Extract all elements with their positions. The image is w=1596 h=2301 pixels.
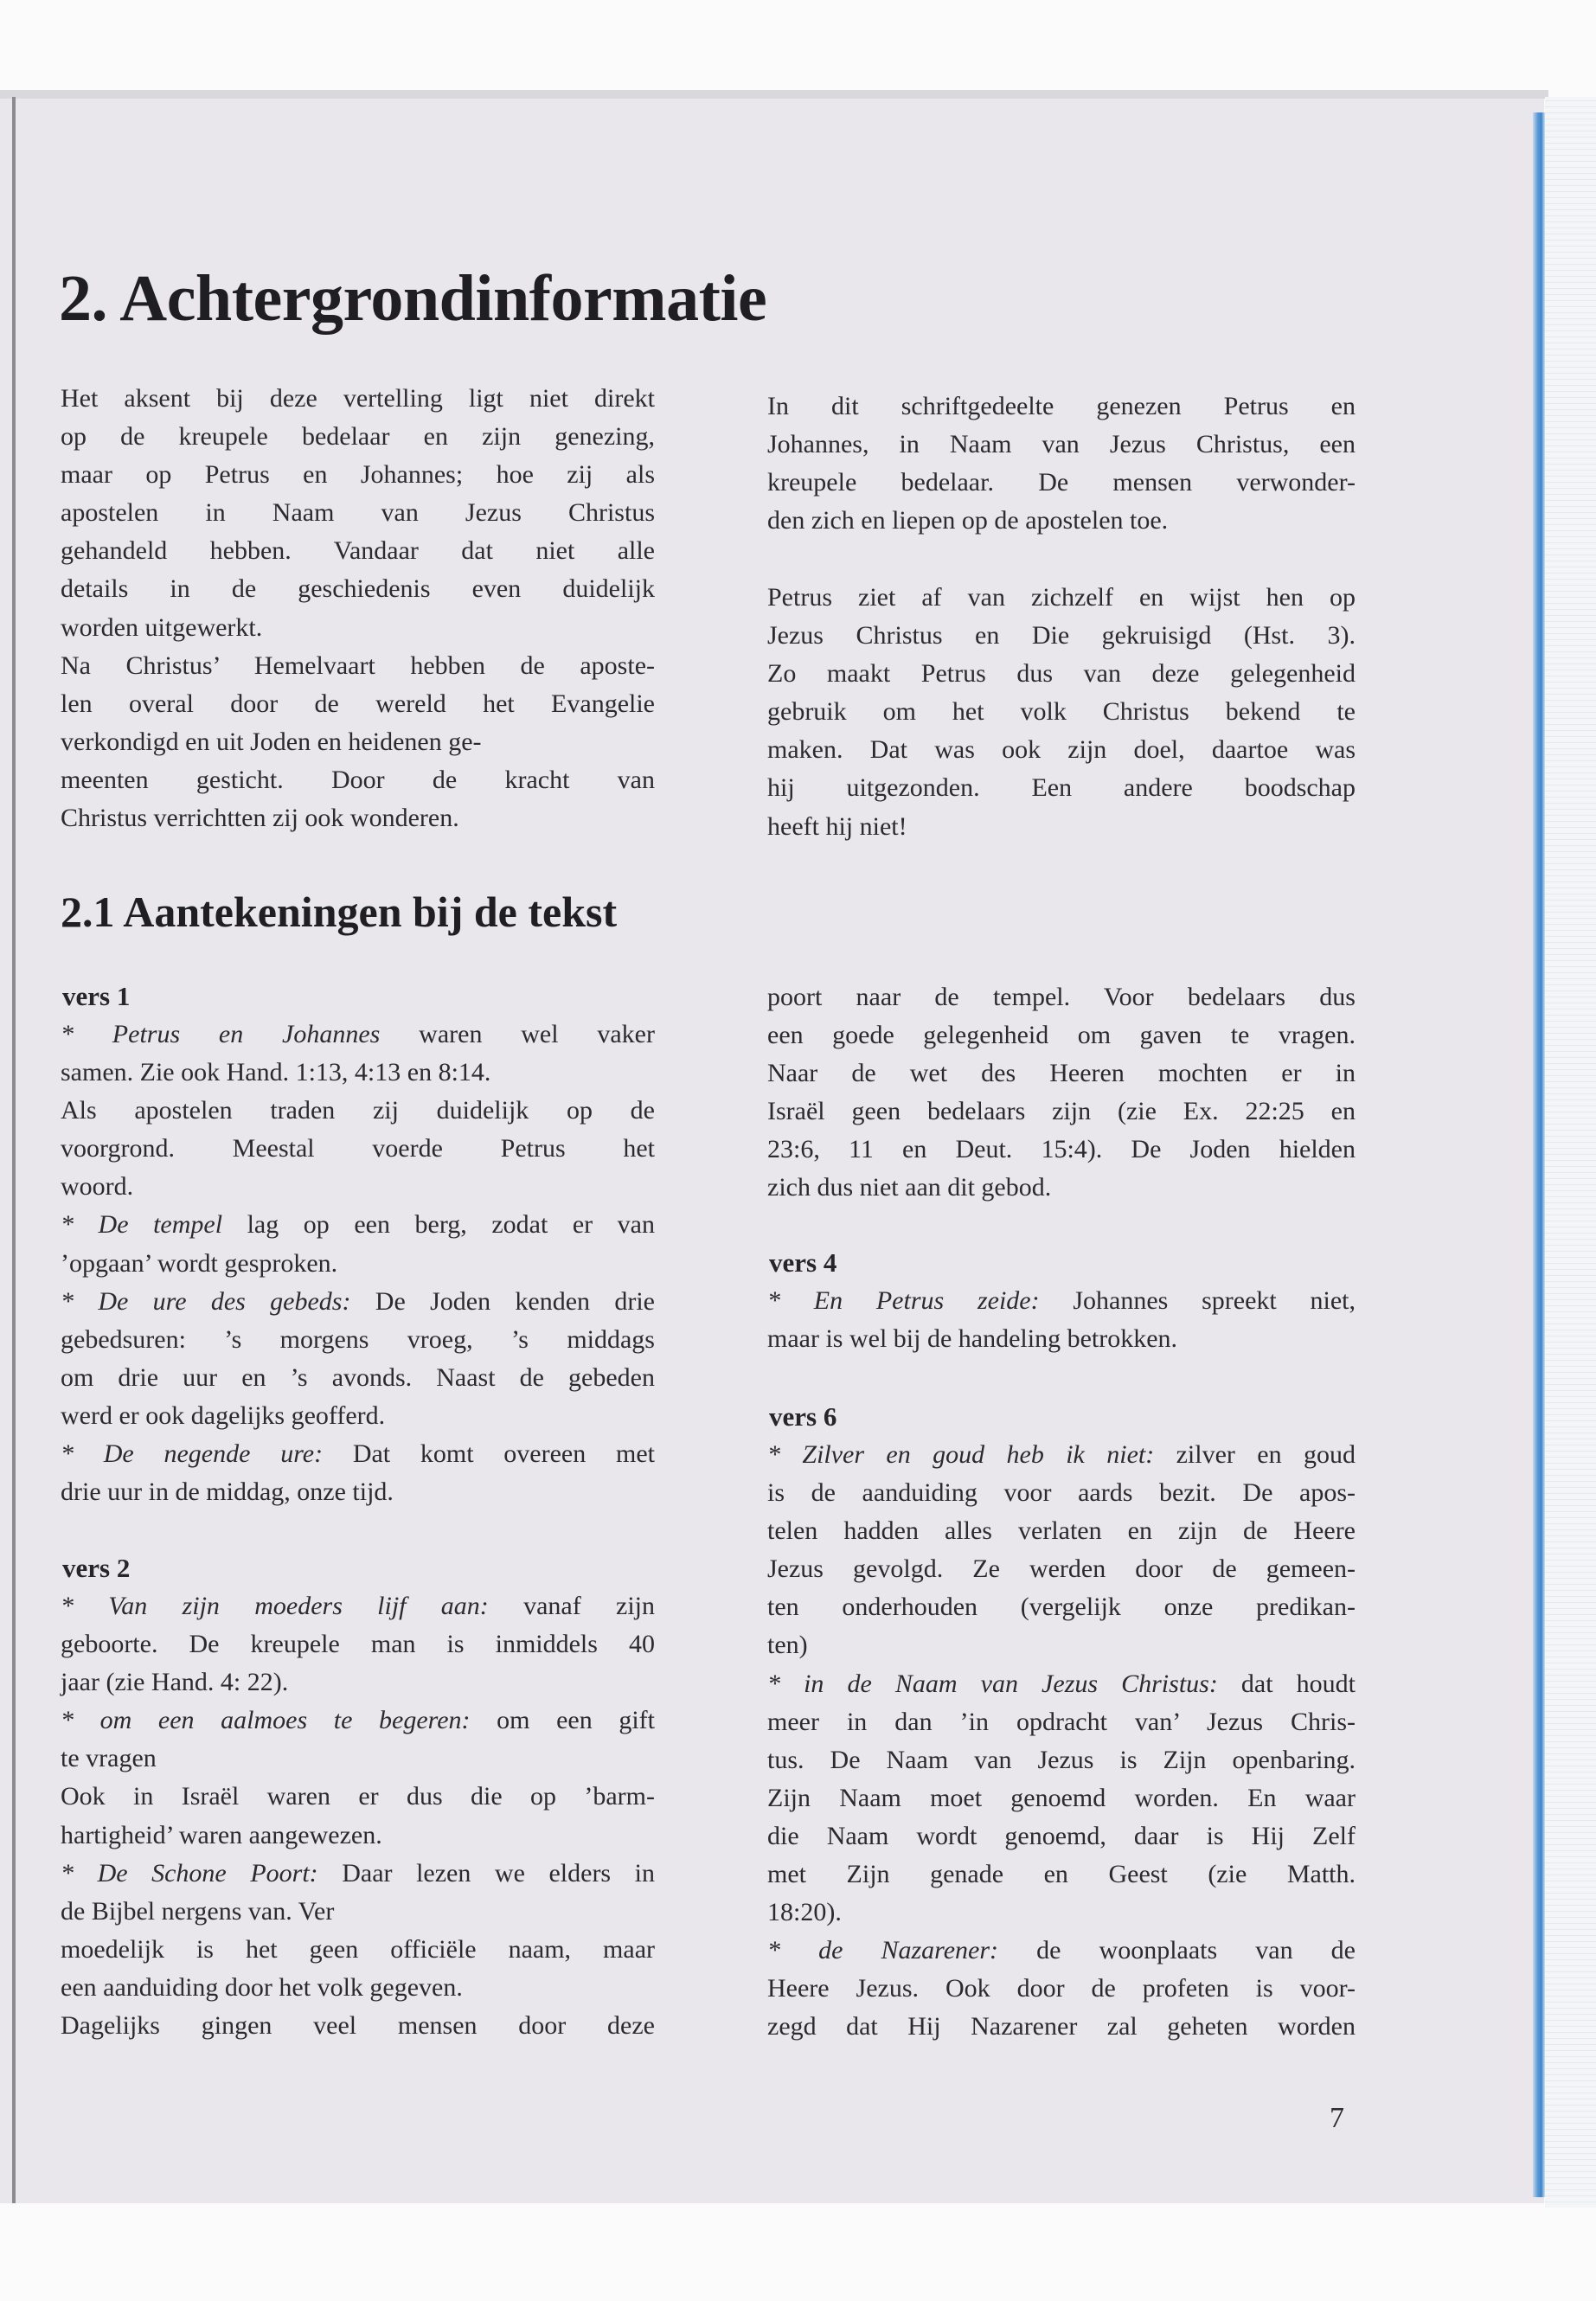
text-line: voorgrond. Meestal voerde Petrus het [61, 1134, 655, 1163]
note-text: de Bijbel nergens van. Ver [61, 1896, 335, 1926]
text-line: apostelen in Naam van Jezus Christus [61, 498, 655, 528]
text-line: Naar de wet des Heeren mochten er in [767, 1059, 1356, 1088]
right-intro-paragraph-2 [767, 579, 1356, 846]
text-line: Zo maakt Petrus dus van deze gelegenheid [767, 659, 1356, 689]
note-text: zich dus niet aan dit gebod. [767, 1173, 1052, 1202]
text-line [61, 1245, 655, 1283]
text-line [61, 1054, 655, 1092]
text-line: Dagelijks gingen veel mensen door deze [61, 2011, 655, 2041]
text-line: die Naam wordt genoemd, daar is Hij Zelf [767, 1821, 1356, 1850]
note-text: De Joden kenden drie [350, 1286, 655, 1316]
text-line: kreupele bedelaar. De mensen verwonder- [767, 468, 1356, 497]
text-line: gehandeld hebben. Vandaar dat niet alle [61, 536, 655, 566]
text-line [767, 1282, 1356, 1320]
text-line: Petrus ziet af van zichzelf en wijst hen op [767, 583, 1356, 612]
text-line: is de aanduiding voor aards bezit. De apos- [767, 1478, 1356, 1508]
text-line: poort naar de tempel. Voor bedelaars dus [767, 983, 1356, 1011]
vers-1-label: vers 1 [62, 981, 131, 1011]
text-line: Als apostelen traden zij duidelijk op de [61, 1096, 655, 1125]
text-line [767, 502, 1356, 540]
note-term: * Van zijn moeders lijf aan: [61, 1592, 489, 1620]
note-text: woord. [61, 1172, 134, 1202]
text-line [61, 1893, 655, 1931]
note-term: * de Nazarener: [767, 1936, 999, 1965]
note-text: om een gift [470, 1706, 655, 1735]
note-text: den zich en liepen op de apostelen toe. [767, 506, 1169, 535]
vers-6-notes [767, 1436, 1356, 2047]
text-line: len overal door de wereld het Evangelie [61, 689, 655, 718]
text-line [61, 799, 655, 837]
note-term: * De ure des gebeds: [61, 1286, 351, 1316]
text-line: In dit schriftgedeelte genezen Petrus en [767, 392, 1356, 420]
page-number: 7 [1330, 2102, 1344, 2134]
text-line: gebedsuren: ’s morgens vroeg, ’s middags [61, 1324, 655, 1354]
text-line: met Zijn genade en Geest (zie Matth. [767, 1860, 1356, 1889]
note-text: ’opgaan’ wordt gesproken. [61, 1248, 338, 1278]
vers-6-label: vers 6 [769, 1401, 837, 1432]
note-text: vanaf zijn [488, 1592, 655, 1620]
note-text: Christus verrichtten zij ook wonderen. [61, 804, 459, 833]
vers-4-label: vers 4 [769, 1247, 837, 1278]
note-term: * De Schone Poort: [61, 1858, 318, 1888]
text-line: Jezus Christus en Die gekruisigd (Hst. 3). [767, 621, 1356, 651]
note-text: dat houdt [1217, 1669, 1356, 1698]
text-line: Het aksent bij deze vertelling ligt niet direkt [61, 384, 655, 413]
note-term: * Zilver en goud heb ik niet: [767, 1440, 1155, 1469]
text-line: Johannes, in Naam van Jezus Christus, een [767, 430, 1356, 459]
text-line: geboorte. De kreupele man is inmiddels 40 [61, 1630, 655, 1659]
note-text: lag op een berg, zodat er van [222, 1210, 655, 1240]
text-line: een goede gelegenheid om gaven te vragen. [767, 1021, 1356, 1050]
text-line [767, 808, 1356, 846]
page-right-blue-edge [1533, 112, 1545, 2197]
text-line: Jezus gevolgd. Ze werden door de gemeen- [767, 1554, 1356, 1584]
note-text: drie uur in de middag, onze tijd. [61, 1477, 394, 1507]
text-line: details in de geschiedenis even duidelijk [61, 574, 655, 604]
note-text: maar is wel bij de handeling betrokken. [767, 1324, 1178, 1354]
text-line [61, 1473, 655, 1511]
text-line [61, 1587, 655, 1625]
text-line: ten onderhouden (vergelijk onze predikan- [767, 1593, 1356, 1622]
note-text: Johannes spreekt niet, [1039, 1286, 1356, 1315]
text-line [767, 1932, 1356, 1970]
note-text: verkondigd en uit Joden en heidenen ge- [61, 727, 482, 756]
note-term: * En Petrus zeide: [767, 1286, 1040, 1315]
text-line [61, 1855, 655, 1893]
note-text: een aanduiding door het volk gegeven. [61, 1972, 463, 2002]
text-line [61, 1702, 655, 1740]
note-text: Dat komt overeen met [323, 1439, 655, 1469]
text-line [61, 1817, 655, 1855]
text-line: tus. De Naam van Jezus is Zijn openbaring. [767, 1745, 1356, 1774]
text-line: zegd dat Hij Nazarener zal geheten worden [767, 2012, 1356, 2041]
text-line [61, 723, 655, 761]
note-text: zilver en goud [1154, 1440, 1356, 1469]
vers-2-continuation [767, 978, 1356, 1208]
note-text: worden uitgewerkt. [61, 612, 263, 642]
note-term: * in de Naam van Jezus Christus: [767, 1669, 1218, 1698]
text-line: moedelijk is het geen officiële naam, maar [61, 1934, 655, 1964]
text-line: Zijn Naam moet genoemd worden. En waar [767, 1783, 1356, 1812]
vers-4-notes [767, 1282, 1356, 1358]
vers-2-notes [61, 1587, 655, 2045]
text-line: 23:6, 11 en Deut. 15:4). De Joden hielden [767, 1135, 1356, 1164]
text-line [61, 1168, 655, 1206]
note-text: hartigheid’ waren aangewezen. [61, 1820, 382, 1849]
vers-2-label: vers 2 [62, 1553, 131, 1583]
page-left-edge [12, 97, 16, 2203]
text-line [61, 1397, 655, 1435]
text-line: hij uitgezonden. Een andere boodschap [767, 773, 1356, 803]
right-intro-paragraph-1 [767, 388, 1356, 540]
page-top-edge [0, 90, 1548, 99]
text-line [767, 1436, 1356, 1474]
text-line: om drie uur en ’s avonds. Naast de gebeden [61, 1362, 655, 1392]
text-line: gebruik om het volk Christus bekend te [767, 697, 1356, 727]
note-text: jaar (zie Hand. 4: 22). [61, 1668, 289, 1697]
text-line [61, 1206, 655, 1244]
note-text: 18:20). [767, 1898, 842, 1927]
scan-margin [1545, 97, 1596, 2208]
page-title: 2. Achtergrondinformatie [59, 262, 767, 335]
section-heading: 2.1 Aantekeningen bij de tekst [61, 888, 618, 936]
note-text: heeft hij niet! [767, 811, 907, 841]
note-term: * De negende ure: [61, 1439, 324, 1469]
text-line: maar op Petrus en Johannes; hoe zij als [61, 460, 655, 490]
text-line [767, 1169, 1356, 1207]
note-text: waren wel vaker [380, 1020, 655, 1048]
note-term: * om een aalmoes te begeren: [61, 1706, 471, 1735]
note-text: te vragen [61, 1744, 157, 1773]
text-line [767, 1894, 1356, 1932]
note-term: * Petrus en Johannes [61, 1020, 381, 1048]
text-line [61, 1969, 655, 2007]
text-line [767, 1320, 1356, 1358]
text-line [61, 1283, 655, 1321]
text-line [61, 1016, 655, 1054]
text-line: Na Christus’ Hemelvaart hebben de aposte- [61, 651, 655, 680]
text-line [767, 1626, 1356, 1664]
note-term: * De tempel [61, 1210, 223, 1240]
text-line: meenten gesticht. Door de kracht van [61, 765, 655, 794]
note-text: samen. Zie ook Hand. 1:13, 4:13 en 8:14. [61, 1058, 491, 1087]
text-line [61, 609, 655, 647]
left-intro-paragraph [61, 380, 655, 837]
note-text: Daar lezen we elders in [317, 1858, 656, 1888]
text-line: meer in dan ’in opdracht van’ Jezus Chris- [767, 1707, 1356, 1736]
text-line: Israël geen bedelaars zijn (zie Ex. 22:25 en [767, 1097, 1356, 1126]
vers-1-notes [61, 1016, 655, 1511]
note-text: de woonplaats van de [998, 1936, 1356, 1965]
note-text: werd er ook dagelijks geofferd. [61, 1400, 386, 1430]
text-line: op de kreupele bedelaar en zijn genezing, [61, 422, 655, 452]
text-line: Ook in Israël waren er dus die op ’barm- [61, 1782, 655, 1811]
text-line: telen hadden alles verlaten en zijn de Heere [767, 1516, 1356, 1546]
text-line [767, 1665, 1356, 1703]
text-line: maken. Dat was ook zijn doel, daartoe was [767, 735, 1356, 765]
text-line: Heere Jezus. Ook door de profeten is voor- [767, 1974, 1356, 2003]
text-line [61, 1435, 655, 1473]
text-line [61, 1663, 655, 1702]
text-line [61, 1740, 655, 1778]
note-text: ten) [767, 1631, 808, 1660]
